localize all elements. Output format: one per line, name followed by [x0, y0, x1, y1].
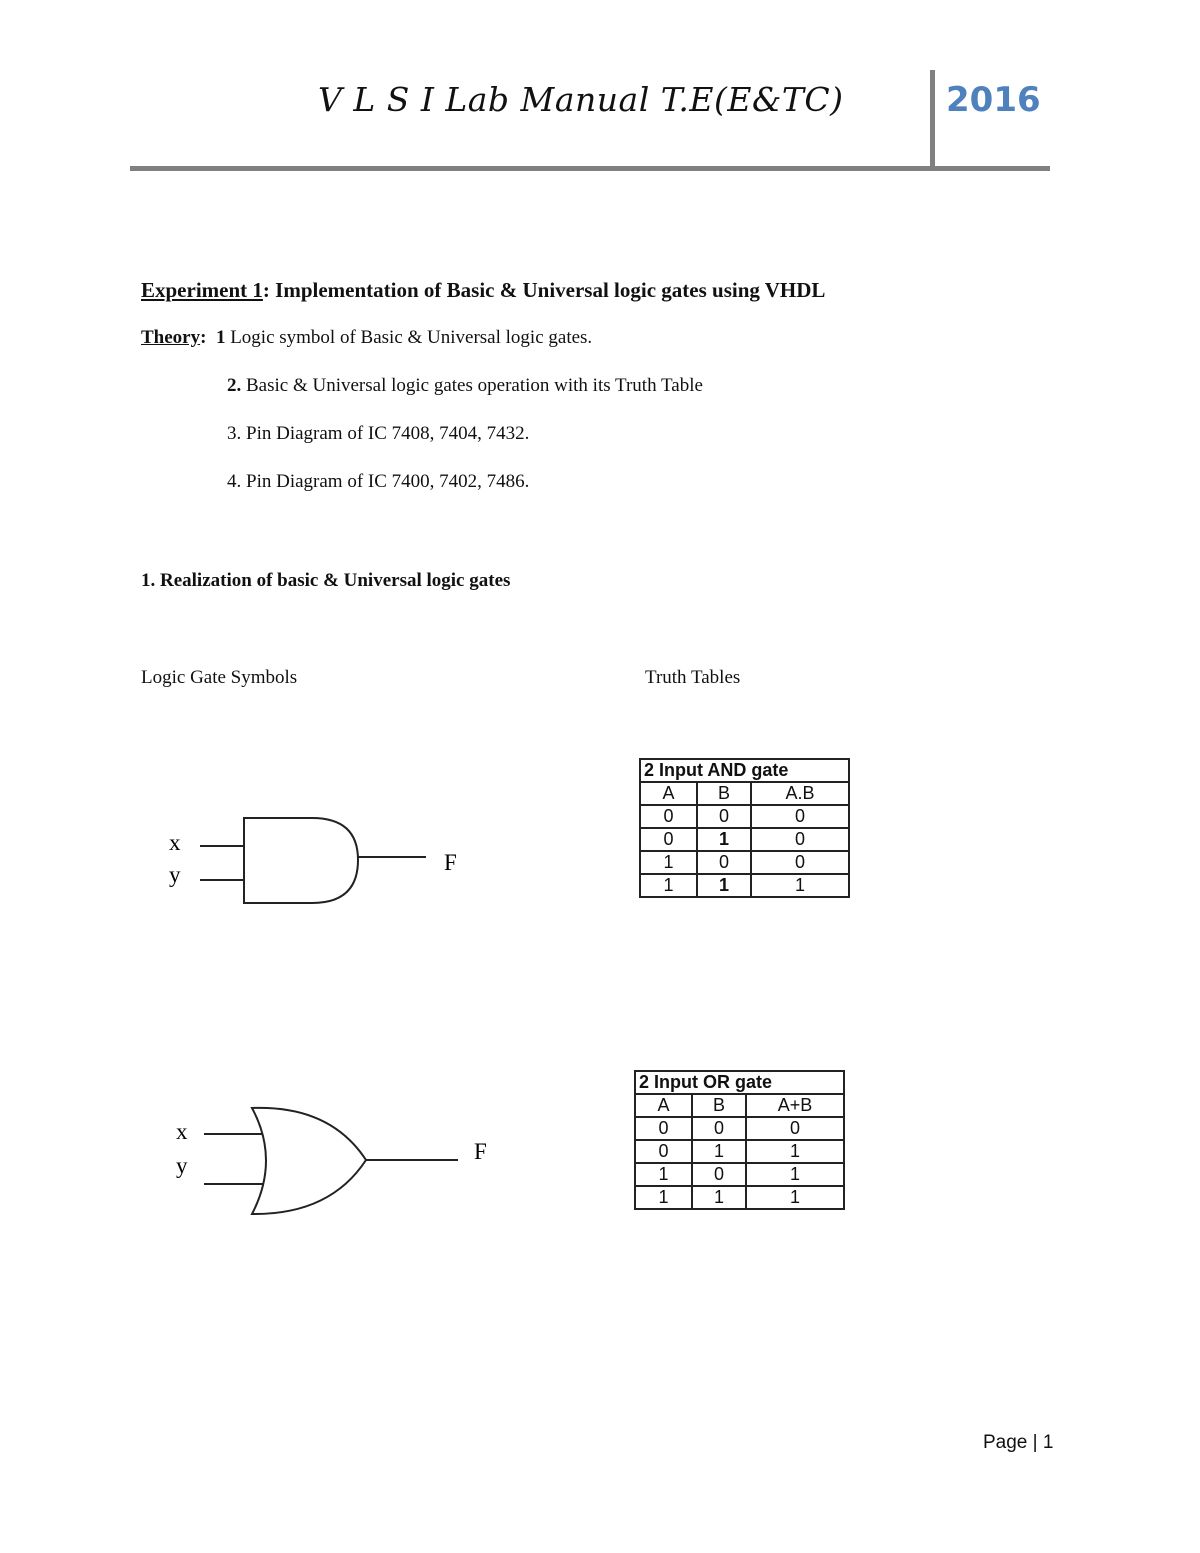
table-cell: 1	[635, 1186, 692, 1209]
table-row	[635, 1163, 844, 1186]
or-gate-body	[252, 1108, 366, 1214]
table-cell: 1	[746, 1163, 844, 1186]
theory-item-3: 3. Pin Diagram of IC 7408, 7404, 7432.	[227, 423, 530, 444]
theory-line	[141, 327, 592, 349]
table-cell: 0	[751, 805, 849, 828]
and-table-header-a: A	[640, 782, 697, 805]
table-cell: 1	[692, 1186, 746, 1209]
and-table-header-b: B	[697, 782, 751, 805]
and-gate-body	[244, 818, 358, 903]
or-table-header-a: A	[635, 1094, 692, 1117]
table-cell: 0	[697, 805, 751, 828]
table-cell: 1	[751, 874, 849, 897]
or-gate-output-label: F	[474, 1139, 487, 1164]
table-cell: 0	[640, 805, 697, 828]
and-table-header-ab: A.B	[751, 782, 849, 805]
table-row	[640, 805, 849, 828]
page-label: Page	[983, 1432, 1028, 1453]
table-cell: 1	[746, 1186, 844, 1209]
or-gate-input-y-label: y	[176, 1153, 188, 1178]
and-gate-input-y-label: y	[169, 862, 181, 887]
table-cell: 0	[635, 1117, 692, 1140]
header-divider-horizontal	[130, 166, 1050, 171]
table-cell: 0	[692, 1163, 746, 1186]
or-table-header-aplusb: A+B	[746, 1094, 844, 1117]
theory-sep: :	[200, 327, 207, 348]
experiment-title: Implementation of Basic & Universal logic gates using VHDL	[269, 278, 826, 302]
theory-item-4: 4. Pin Diagram of IC 7400, 7402, 7486.	[227, 471, 530, 492]
or-table-title: 2 Input OR gate	[635, 1071, 844, 1094]
and-gate-output-label: F	[444, 850, 457, 875]
or-gate-input-x-label: x	[176, 1119, 188, 1144]
experiment-label: Experiment 1	[141, 278, 263, 302]
or-truth-table	[634, 1070, 845, 1210]
table-row	[640, 874, 849, 897]
theory-item-1-text: Logic symbol of Basic & Universal logic gates.	[225, 327, 593, 348]
page-footer	[983, 1432, 1053, 1454]
page-number: 1	[1042, 1432, 1054, 1453]
table-row	[635, 1186, 844, 1209]
table-row	[635, 1117, 844, 1140]
table-cell: 1	[692, 1140, 746, 1163]
table-cell: 1	[640, 851, 697, 874]
table-row	[640, 828, 849, 851]
logic-gate-symbols-label: Logic Gate Symbols	[141, 667, 298, 688]
experiment-heading	[141, 278, 825, 303]
table-cell: 0	[640, 828, 697, 851]
or-gate-symbol	[160, 1100, 520, 1225]
table-cell: 0	[635, 1140, 692, 1163]
table-cell: 1	[635, 1163, 692, 1186]
and-gate-input-x-label: x	[169, 830, 181, 855]
table-cell: 0	[751, 828, 849, 851]
table-row	[640, 851, 849, 874]
table-cell: 0	[692, 1117, 746, 1140]
and-truth-table	[639, 758, 850, 898]
page-separator: |	[1032, 1432, 1038, 1453]
header-title: V L S I Lab Manual T.E(E&TC)	[318, 80, 844, 119]
section-1-heading: 1. Realization of basic & Universal logic gates	[141, 570, 511, 591]
header-year: 2016	[946, 80, 1041, 120]
header-divider-vertical	[930, 70, 935, 168]
and-table-title: 2 Input AND gate	[640, 759, 849, 782]
theory-label: Theory	[141, 327, 201, 348]
theory-item-2-num: 2.	[227, 375, 242, 396]
table-cell: 1	[697, 828, 751, 851]
truth-tables-label: Truth Tables	[645, 667, 741, 688]
table-cell: 1	[640, 874, 697, 897]
table-cell: 0	[697, 851, 751, 874]
table-cell: 1	[746, 1140, 844, 1163]
theory-item-2	[227, 375, 703, 397]
theory-item-1-num: 1	[215, 327, 226, 348]
theory-item-2-text: Basic & Universal logic gates operation with its Truth Table	[241, 375, 703, 396]
table-cell: 1	[697, 874, 751, 897]
or-table-header-b: B	[692, 1094, 746, 1117]
experiment-sep: :	[262, 278, 270, 302]
table-row	[635, 1140, 844, 1163]
table-cell: 0	[746, 1117, 844, 1140]
and-gate-symbol	[160, 805, 480, 915]
table-cell: 0	[751, 851, 849, 874]
